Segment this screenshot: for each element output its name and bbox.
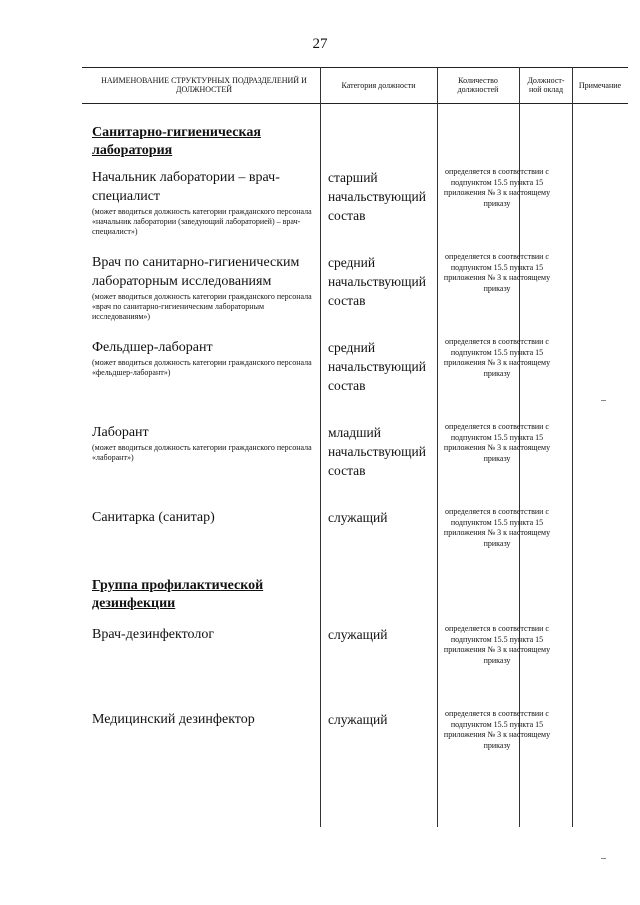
header-category: Категория должности	[341, 80, 416, 90]
position-category: старший начальствующий состав	[328, 170, 426, 223]
column-divider	[572, 67, 573, 827]
position-name	[92, 508, 320, 527]
position-quantity: определяется в соответствии с подпунктом 15.5 пункта 15 приложения № 3 к настоящему приказу	[443, 624, 551, 665]
position-quantity: определяется в соответствии с подпунктом 15.5 пункта 15 приложения № 3 к настоящему приказу	[443, 709, 551, 750]
position-category: средний начальствующий состав	[328, 340, 426, 393]
position-category: служащий	[328, 712, 388, 727]
section-heading: Группа профилактической дезинфекции	[92, 578, 264, 611]
page-number: 27	[312, 36, 328, 52]
scan-speck	[601, 858, 606, 859]
position-quantity: определяется в соответствии с подпунктом 15.5 пункта 15 приложения № 3 к настоящему приказу	[443, 167, 551, 208]
position-quantity: определяется в соответствии с подпунктом 15.5 пункта 15 приложения № 3 к настоящему приказу	[443, 507, 551, 548]
position-name	[92, 338, 320, 378]
position-title: Медицинский дезинфектор	[92, 712, 255, 727]
position-note: (может вводиться должность категории гражданского персонала «лаборант»)	[92, 443, 312, 462]
position-name	[92, 625, 320, 644]
position-name	[92, 710, 320, 729]
position-title: Врач по санитарно-гигиеническим лабораторным исследованиям	[92, 255, 300, 289]
header-quantity: Количество должностей	[457, 76, 499, 94]
header-bottom-rule	[82, 103, 628, 104]
position-note: (может вводиться должность категории гражданского персонала «фельдшер-лаборант»)	[92, 358, 312, 377]
position-name	[92, 168, 320, 237]
scan-speck	[601, 400, 606, 401]
column-divider	[320, 67, 321, 827]
position-quantity: определяется в соответствии с подпунктом 15.5 пункта 15 приложения № 3 к настоящему приказу	[443, 337, 551, 378]
position-title: Фельдшер-лаборант	[92, 340, 213, 355]
position-title: Лаборант	[92, 425, 149, 440]
position-note: (может вводиться должность категории гражданского персонала «начальник лаборатории (заведующий лабораторией) – врач-специалист»)	[92, 207, 312, 236]
position-category: средний начальствующий состав	[328, 255, 426, 308]
position-category: служащий	[328, 510, 388, 525]
header-name: НАИМЕНОВАНИЕ СТРУКТУРНЫХ ПОДРАЗДЕЛЕНИЙ И ДОЛЖНОСТЕЙ	[101, 76, 307, 94]
position-category: младший начальствующий состав	[328, 425, 426, 478]
position-title: Санитарка (санитар)	[92, 510, 215, 525]
header-salary: Должност-ной оклад	[527, 76, 565, 94]
position-note: (может вводиться должность категории гражданского персонала «врач по санитарно-гигиеническим лабораторным исследованиям»)	[92, 292, 312, 321]
position-name	[92, 253, 320, 322]
position-title: Врач-дезинфектолог	[92, 627, 215, 642]
position-category: служащий	[328, 627, 388, 642]
position-title: Начальник лаборатории – врач-специалист	[92, 170, 280, 204]
position-quantity: определяется в соответствии с подпунктом 15.5 пункта 15 приложения № 3 к настоящему приказу	[443, 252, 551, 293]
section-heading: Санитарно-гигиеническая лаборатория	[92, 125, 261, 158]
header-note: Примечание	[578, 80, 622, 90]
position-name	[92, 423, 320, 463]
staff-table	[82, 67, 628, 827]
position-quantity: определяется в соответствии с подпунктом 15.5 пункта 15 приложения № 3 к настоящему приказу	[443, 422, 551, 463]
